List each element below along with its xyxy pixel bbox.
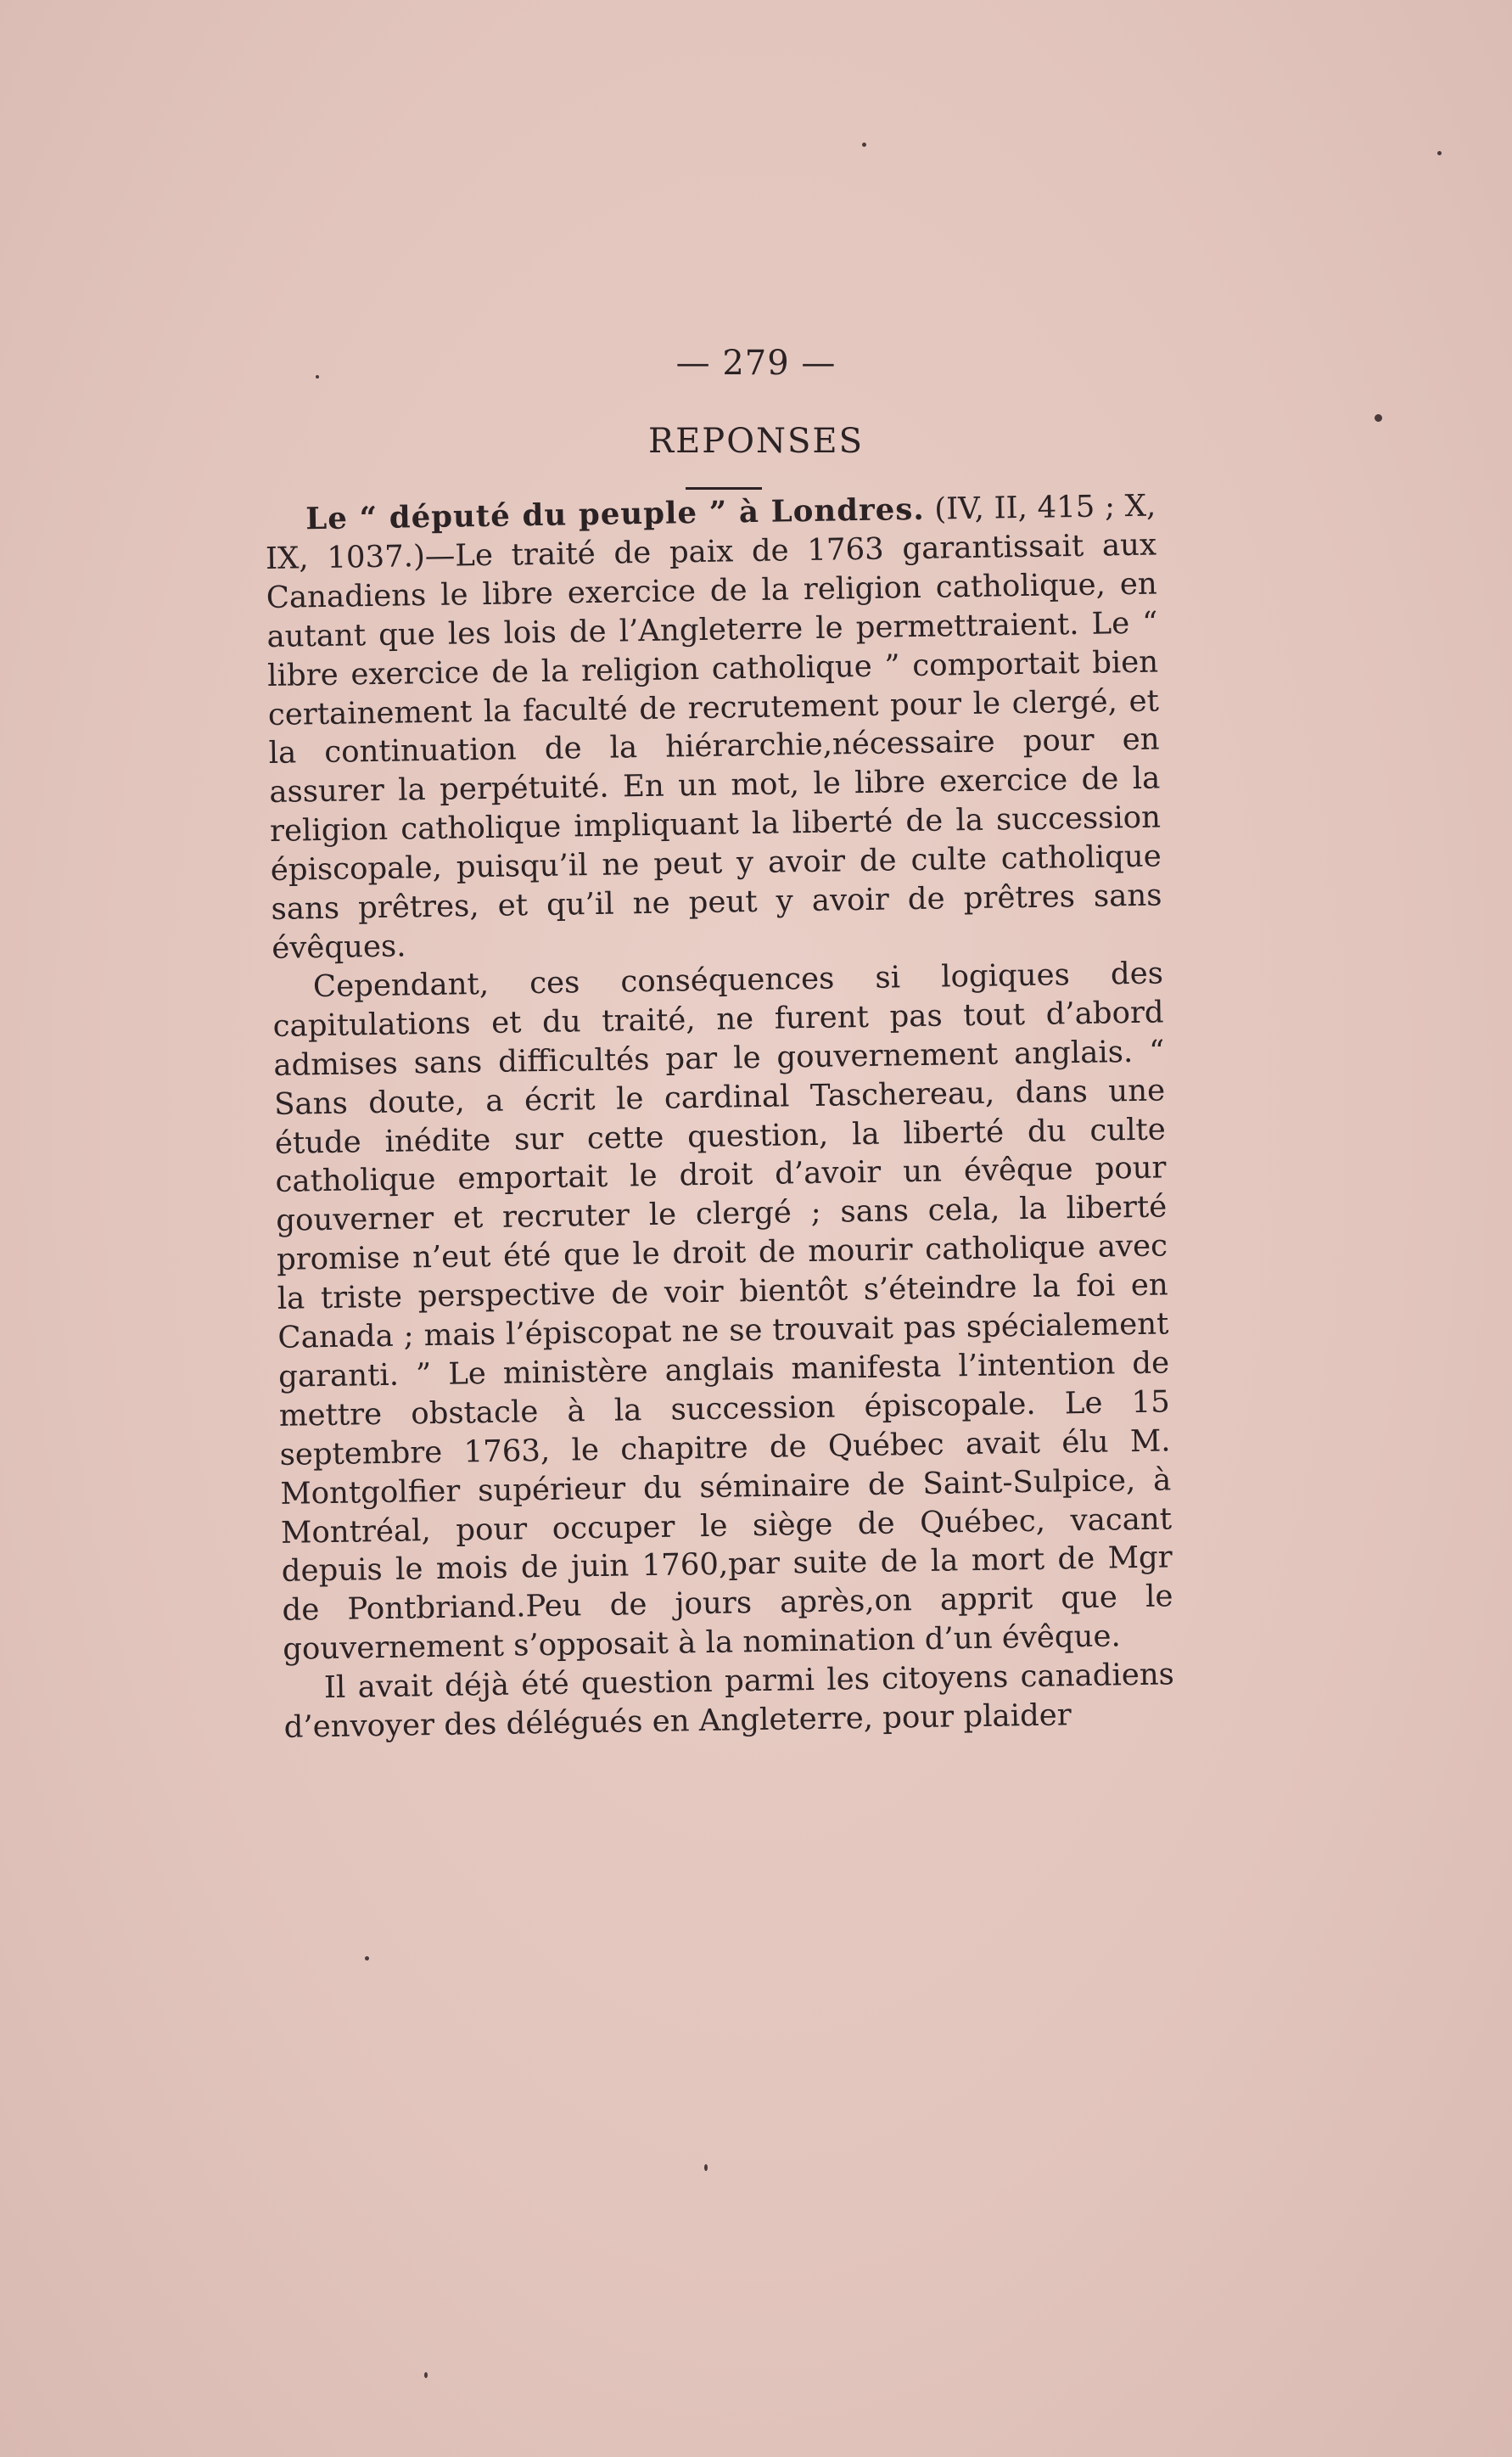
paragraph-1-text: Le traité de paix de 1763 garantissait aux Canadiens le libre exercice de la religion catholique, en autant que les lois de l’Angleterre le permettraient. Le “ libre exercice de la religion catholique ” comportait bien certainement la faculté de recrutement pour le clergé, et la continuation de la hiérarchie,nécessaire pour en assurer la perpétuité. En un mot, le libre exercice de la religion catholique impliquant la liberté de la succession épiscopale, puisqu’il ne peut y avoir de culte catholique sans prêtres, et qu’il ne peut y avoir de prêtres sans évêques. <box>266 527 1162 966</box>
title-divider <box>686 487 762 490</box>
paper-speck <box>704 2164 708 2171</box>
paper-speck <box>365 1956 369 1961</box>
entry-reference: (IV, II, 415 ; X, IX, 1037.)— <box>265 488 1156 576</box>
paper-speck <box>862 143 866 147</box>
paragraph-1 <box>265 487 1163 968</box>
paper-speck <box>424 2372 428 2378</box>
paper-speck <box>316 375 319 379</box>
page-number: — 279 — <box>675 344 837 383</box>
section-title: REPONSES <box>647 422 865 461</box>
entry-heading: Le “ député du peuple ” à Londres. <box>305 491 925 537</box>
body-text <box>265 487 1175 1747</box>
paper-speck <box>1437 151 1442 155</box>
paragraph-3: Il avait déjà été question parmi les citoyens canadiens d’envoyer des délégués en Angleterre, pour plaider <box>283 1657 1175 1745</box>
paragraph-2: Cependant, ces conséquences si logiques des capitulations et du traité, ne furent pas tout d’abord admises sans difficultés par le gouvernement anglais. “ Sans doute, a écrit le cardinal Taschereau, dans une étude inédite sur cette question, la liberté du culte catholique emportait le droit d’avoir un évêque pour gouverner et recruter le clergé ; sans cela, la liberté promise n’eut été que le droit de mourir catholique avec la triste perspective de voir bientôt s’éteindre la foi en Canada ; mais l’épiscopat ne se trouvait pas spécialement garanti. ” Le ministère anglais manifesta l’intention de mettre obstacle à la succession épiscopale. Le 15 septembre 1763, le chapitre de Québec avait élu M. Montgolfier supérieur du séminaire de Saint-Sulpice, à Montréal, pour occuper le siège de Québec, vacant depuis le mois de juin 1760,par suite de la mort de Mgr de Pontbriand.Peu de jours après,on apprit que le gouvernement s’opposait à la nomination d’un évêque. <box>272 956 1173 1668</box>
paper-speck <box>1375 414 1382 422</box>
